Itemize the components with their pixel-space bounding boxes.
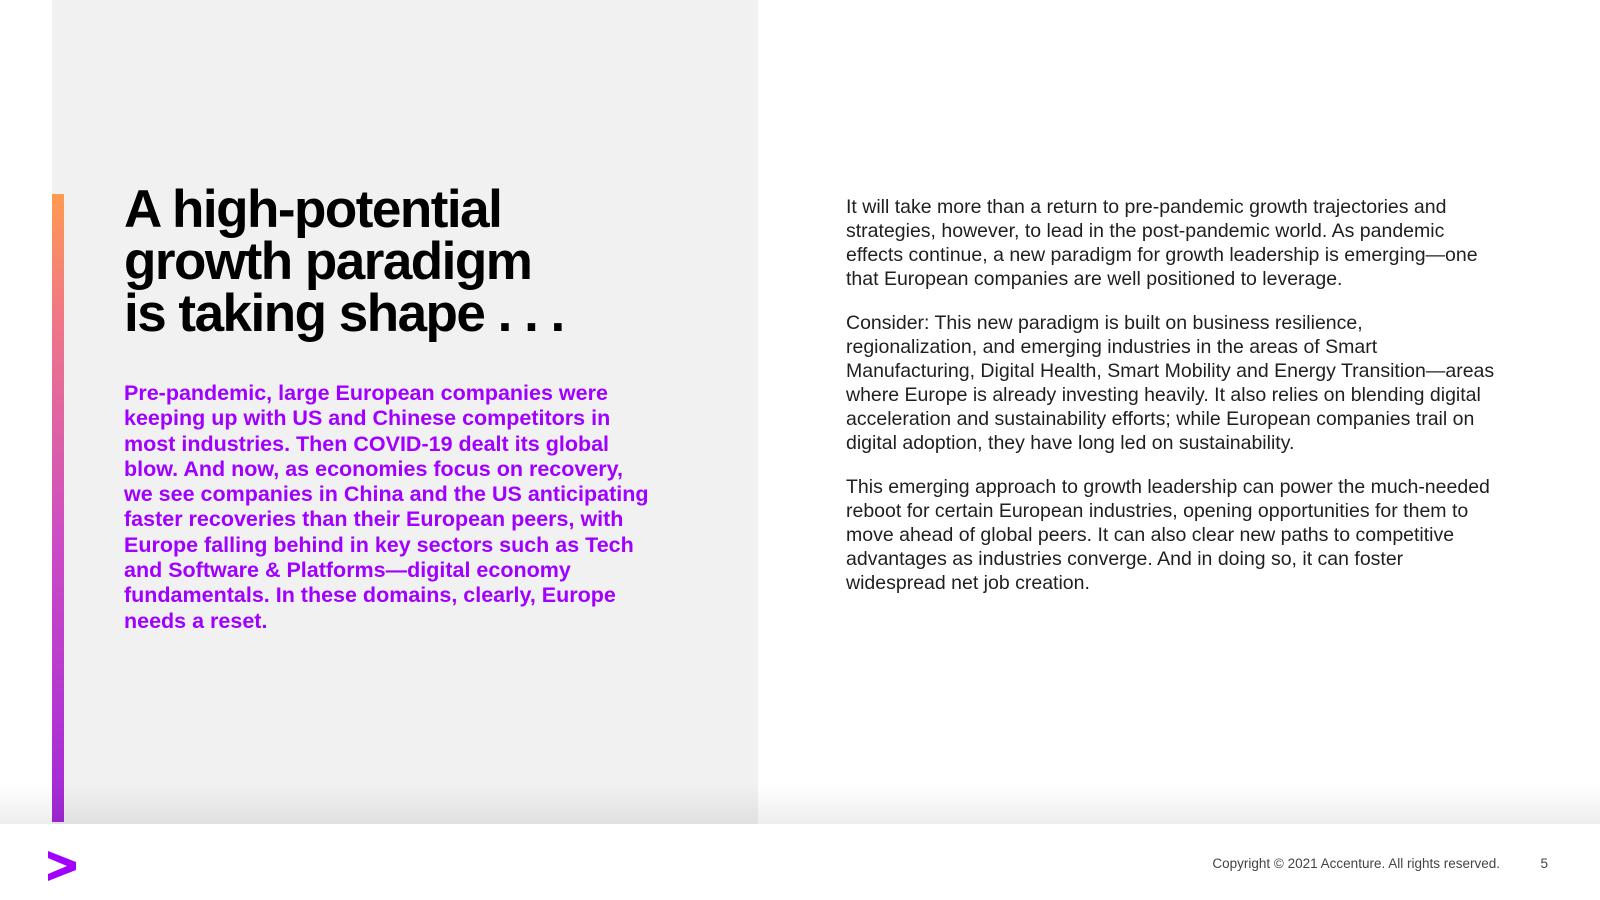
title-line-3: is taking shape . . . <box>124 284 564 343</box>
body-paragraph-2: Consider: This new paradigm is built on business resilience, regionalization, and emerging industries in the areas of Smart Manufacturing, Digital Health, Smart Mobility and Energy Transition—areas where Europe is already investing heavily. It also relies on blending digital acceleration and sustainability efforts; while European companies trail on digital adoption, they have long led on sustainability. <box>846 312 1495 454</box>
page-title <box>124 180 684 343</box>
body-text-column <box>846 195 1496 615</box>
footer-shadow <box>0 784 1600 824</box>
body-paragraph-1: It will take more than a return to pre-pandemic growth trajectories and strategies, however, to lead in the post-pandemic world. As pandemic effects continue, a new paradigm for growth leadership is emerging—one that European companies are well positioned to leverage. <box>846 196 1478 290</box>
intro-paragraph: Pre-pandemic, large European companies were keeping up with US and Chinese competitors in most industries. Then COVID-19 dealt its global blow. And now, as economies focus on recovery, we see companies in China and the US anticipating faster recoveries than their European peers, with Europe falling behind in key sectors such as Tech and Software & Platforms—digital economy fundamentals. In these domains, clearly, Europe needs a reset. <box>124 381 649 633</box>
gradient-accent-bar <box>52 194 64 822</box>
title-line-2: growth paradigm <box>124 232 532 291</box>
title-line-1: A high-potential <box>124 180 502 239</box>
copyright-text: Copyright © 2021 Accenture. All rights reserved. <box>1212 856 1500 871</box>
accenture-chevron-icon <box>48 851 76 881</box>
page-number: 5 <box>1540 856 1548 871</box>
body-paragraph-3: This emerging approach to growth leadership can power the much-needed reboot for certain European industries, opening opportunities for them to move ahead of global peers. It can also clear new paths to competitive advantages as industries converge. And in doing so, it can foster widespread net job creation. <box>846 476 1490 594</box>
